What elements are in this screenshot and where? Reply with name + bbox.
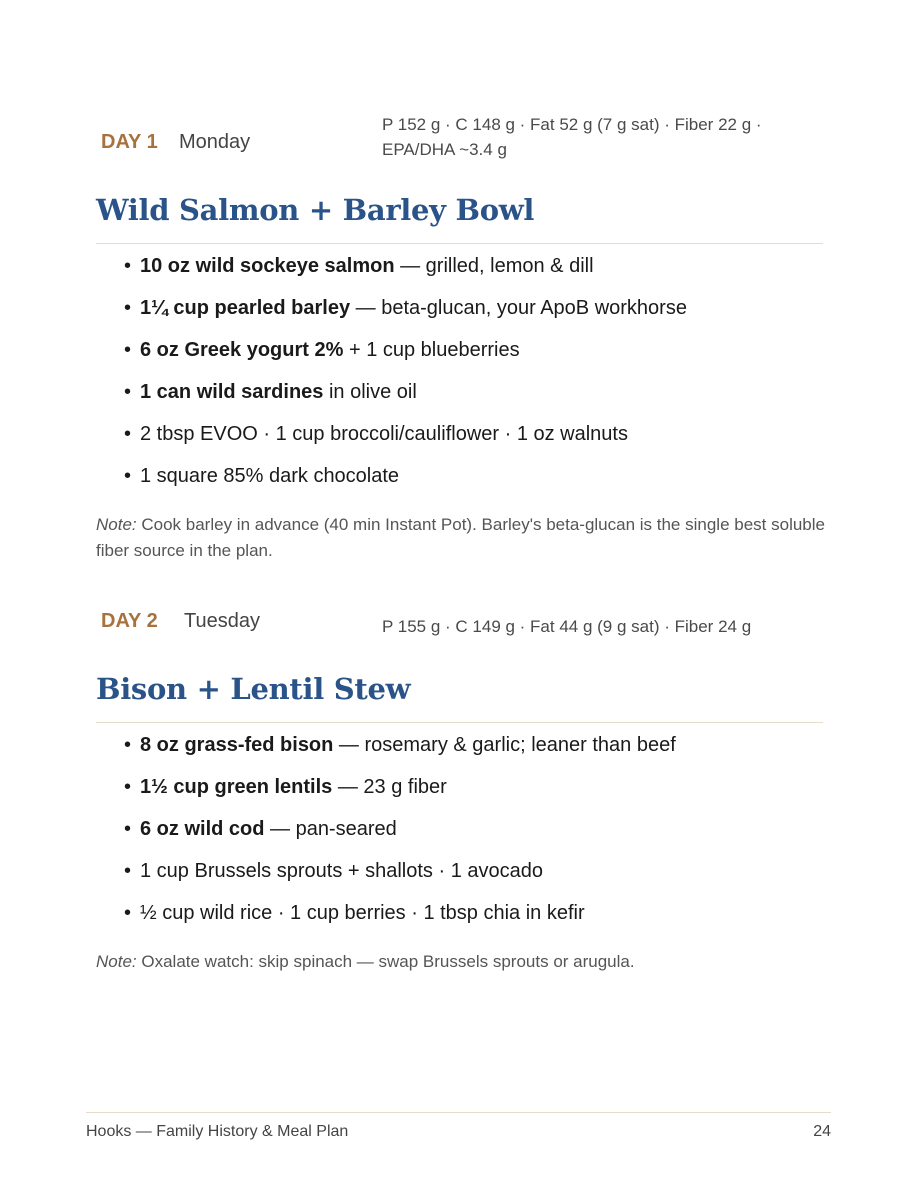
ingredient-detail: in olive oil	[323, 381, 417, 403]
meal-note	[96, 512, 826, 564]
bullet-glyph: •	[124, 423, 132, 445]
bullet-glyph: •	[124, 297, 132, 319]
meal-title: Wild Salmon + Barley Bowl	[96, 193, 535, 227]
bullet-glyph: •	[124, 902, 132, 924]
note-label: Note:	[96, 952, 137, 971]
ingredient-detail: 1 square 85% dark chocolate	[140, 465, 400, 487]
ingredient-detail: ½ cup wild rice · 1 cup berries · 1 tbsp chia in kefir	[140, 902, 585, 924]
day-label: DAY 1	[101, 131, 158, 153]
meal-note	[96, 949, 826, 975]
ingredient-bold: 1½ cup green lentils	[140, 776, 333, 798]
ingredient-detail: — pan-seared	[264, 818, 397, 840]
note-text: Cook barley in advance (40 min Instant Pot). Barley's beta-glucan is the single best soluble fiber source in the plan.	[96, 515, 825, 560]
ingredient-bold: 8 oz grass-fed bison	[140, 734, 334, 756]
footer-title: Hooks — Family History & Meal Plan	[86, 1123, 349, 1140]
ingredient-bold: 10 oz wild sockeye salmon	[140, 255, 395, 277]
bullet-glyph: •	[124, 381, 132, 403]
bullet-glyph: •	[124, 465, 132, 487]
bullet-glyph: •	[124, 339, 132, 361]
ingredient-bold: 1¼ cup pearled barley	[140, 297, 351, 319]
day-name: Monday	[179, 131, 251, 153]
bullet-glyph: •	[124, 860, 132, 882]
day-1-header	[101, 112, 821, 172]
ingredient-detail: + 1 cup blueberries	[343, 339, 520, 361]
title-divider	[96, 722, 823, 723]
ingredient-bold: 1 can wild sardines	[140, 381, 324, 403]
note-text: Oxalate watch: skip spinach — swap Brussels sprouts or arugula.	[136, 952, 635, 971]
page-number: 24	[813, 1123, 831, 1140]
bullet-glyph: •	[124, 776, 132, 798]
ingredient-detail: — grilled, lemon & dill	[394, 255, 594, 277]
day-macros: P 155 g · C 149 g · Fat 44 g (9 g sat) · Fiber 24 g	[382, 617, 752, 636]
note-label: Note:	[96, 515, 137, 534]
ingredient-detail: — 23 g fiber	[332, 776, 447, 798]
ingredient-bold: 6 oz wild cod	[140, 818, 265, 840]
ingredient-bold: 6 oz Greek yogurt 2%	[140, 339, 344, 361]
bullet-glyph: •	[124, 734, 132, 756]
ingredient-detail: 1 cup Brussels sprouts + shallots · 1 avocado	[140, 860, 543, 882]
bullet-glyph: •	[124, 818, 132, 840]
meal-title: Bison + Lentil Stew	[96, 672, 411, 706]
title-divider	[96, 243, 823, 244]
ingredient-detail: — rosemary & garlic; leaner than beef	[333, 734, 676, 756]
bullet-glyph: •	[124, 255, 132, 277]
footer-divider	[86, 1112, 831, 1113]
day-label: DAY 2	[101, 610, 158, 632]
ingredient-detail: — beta-glucan, your ApoB workhorse	[350, 297, 687, 319]
day-macros: P 152 g · C 148 g · Fat 52 g (7 g sat) · Fiber 22 g · EPA/DHA ~3.4 g	[382, 115, 762, 159]
ingredient-detail: 2 tbsp EVOO · 1 cup broccoli/cauliflower · 1 oz walnuts	[140, 423, 628, 445]
day-name: Tuesday	[184, 610, 260, 632]
day-2-header	[101, 608, 821, 668]
